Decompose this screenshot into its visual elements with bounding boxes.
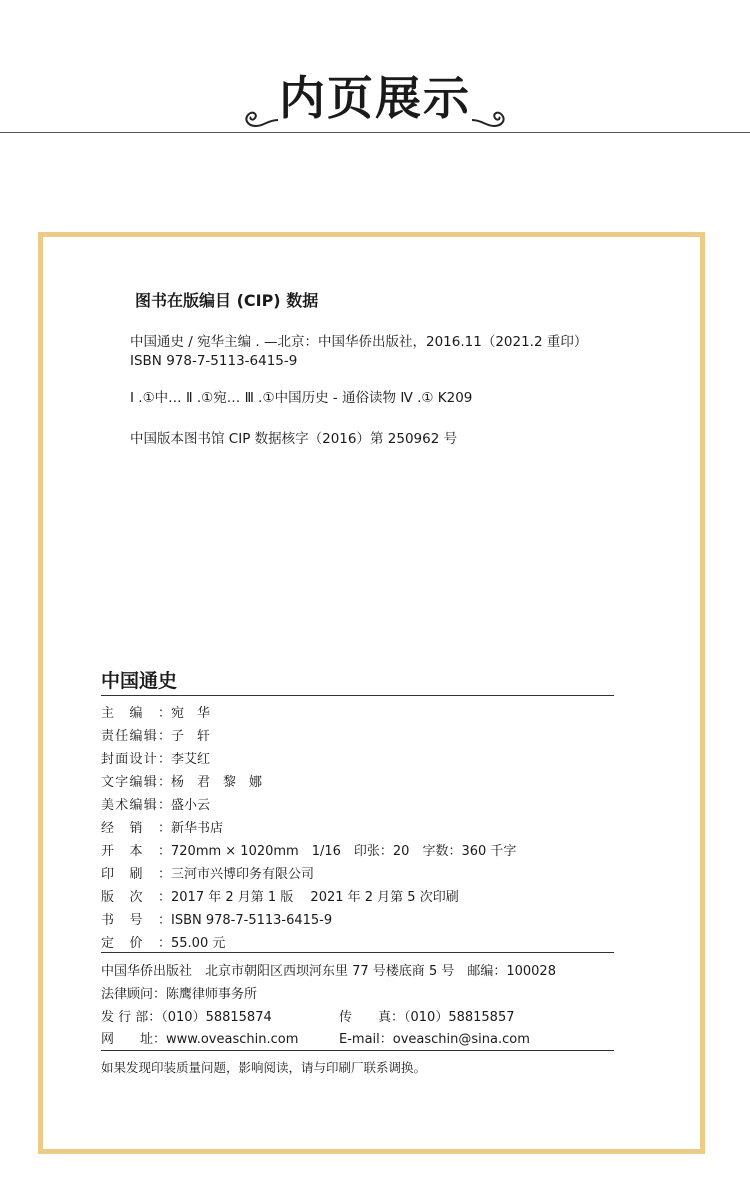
detail-row: 美术编辑：盛小云: [101, 798, 211, 813]
detail-row: 印刷：三河市兴博印务有限公司: [101, 867, 315, 882]
email: E-mail：oveaschin@sina.com: [339, 1032, 530, 1047]
footer-divider: [101, 1050, 614, 1051]
detail-row: 书号：ISBN 978-7-5113-6415-9: [101, 913, 333, 928]
detail-row: 定价：55.00 元: [101, 936, 226, 951]
right-flourish-icon: [470, 100, 512, 130]
page-title: 内页展示: [279, 71, 471, 125]
details-divider: [101, 952, 614, 953]
phone-fax-row: [101, 1006, 514, 1025]
detail-row: 主编：宛 华: [101, 706, 211, 721]
detail-row: 经销：新华书店: [101, 821, 224, 836]
book-title: 中国通史: [101, 670, 178, 692]
detail-row: 文字编辑：杨 君 黎 娜: [101, 775, 263, 790]
cip-isbn: ISBN 978-7-5113-6415-9: [130, 353, 298, 369]
detail-row: 开本：720mm × 1020mm 1/16 印张：20 字数：360 千字: [101, 844, 517, 859]
web-email-row: [101, 1028, 530, 1047]
header-divider: [0, 132, 750, 133]
legal-counsel: 法律顾问：陈鹰律师事务所: [101, 987, 258, 1002]
website: 网 址：www.oveaschin.com: [101, 1032, 299, 1047]
left-flourish-icon: [238, 100, 280, 130]
publisher-address: 中国华侨出版社 北京市朝阳区西坝河东里 77 号楼底商 5 号 邮编：100028: [101, 964, 556, 979]
detail-row: 封面设计：李艾红: [101, 752, 211, 767]
cip-classification: Ⅰ .①中… Ⅱ .①宛… Ⅲ .①中国历史 - 通俗读物 Ⅳ .① K209: [130, 390, 473, 406]
quality-notice: 如果发现印装质量问题，影响阅读，请与印刷厂联系调换。: [101, 1060, 427, 1075]
fax-number: 传 真：（010）58815857: [339, 1010, 515, 1025]
detail-row: 责任编辑：子 轩: [101, 729, 211, 744]
detail-row: 版次：2017 年 2 月第 1 版 2021 年 2 月第 5 次印刷: [101, 890, 459, 905]
cip-heading: 图书在版编目 (CIP) 数据: [135, 291, 319, 310]
cip-record-number: 中国版本图书馆 CIP 数据核字（2016）第 250962 号: [130, 431, 458, 447]
title-divider: [101, 695, 614, 696]
cip-line-1: 中国通史 / 宛华主编 . —北京：中国华侨出版社，2016.11（2021.2 重印）: [130, 334, 588, 350]
phone-number: 发 行 部：（010）58815874: [101, 1010, 272, 1025]
